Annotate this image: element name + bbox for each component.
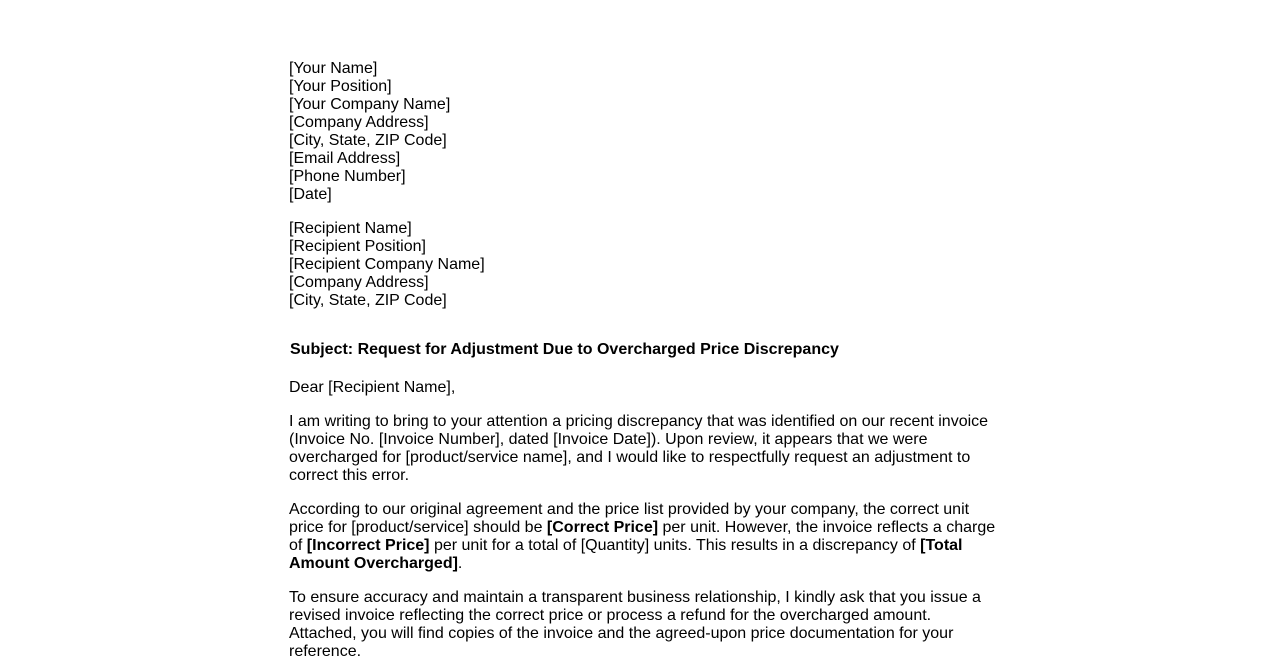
letter bbox=[289, 60, 999, 661]
paragraph-1: I am writing to bring to your attention a pricing discrepancy that was identified on our recent invoice (Invoice No. [Invoice Number], dated [Invoice Date]). Upon review, it appears that we were overcharged for [product/service name], and I would like to respectfully request an adjustment to correct this error. bbox=[289, 413, 989, 484]
incorrect-price: [Incorrect Price] bbox=[306, 537, 430, 554]
sender-address: [Company Address] bbox=[289, 114, 429, 131]
recipient-block bbox=[289, 220, 999, 310]
recipient-city: [City, State, ZIP Code] bbox=[289, 292, 447, 309]
recipient-name: [Recipient Name] bbox=[289, 220, 412, 237]
paragraph-2-text-1: According to our original agreement and the price list provided by your company, the correct unit price for [product/service] should be bbox=[289, 501, 970, 536]
total-overcharged: [Total Amount Overcharged] bbox=[289, 537, 963, 572]
sender-email: [Email Address] bbox=[289, 150, 401, 167]
sender-block bbox=[289, 60, 999, 204]
salutation: Dear [Recipient Name], bbox=[289, 379, 456, 396]
sender-name: [Your Name] bbox=[289, 60, 378, 77]
sender-company: [Your Company Name] bbox=[289, 96, 451, 113]
paragraph-3: To ensure accuracy and maintain a transparent business relationship, I kindly ask that you issue a revised invoice reflecting the correct price or process a refund for the overcharged amount. Attached, you will find copies of the invoice and the agreed-upon price documentation for your reference. bbox=[289, 589, 981, 660]
subject-line: Subject: Request for Adjustment Due to Overcharged Price Discrepancy bbox=[290, 341, 839, 358]
paragraph-2-text-4: . bbox=[457, 555, 463, 572]
sender-phone: [Phone Number] bbox=[289, 168, 406, 185]
letter-date: [Date] bbox=[289, 186, 332, 203]
recipient-address: [Company Address] bbox=[289, 274, 429, 291]
paragraph-2-text-3: per unit for a total of [Quantity] units. This results in a discrepancy of bbox=[429, 537, 921, 554]
sender-position: [Your Position] bbox=[289, 78, 392, 95]
paragraph-2-text-2: per unit. However, the invoice reflects a charge of bbox=[289, 519, 996, 554]
recipient-company: [Recipient Company Name] bbox=[289, 256, 485, 273]
correct-price: [Correct Price] bbox=[546, 519, 659, 536]
recipient-position: [Recipient Position] bbox=[289, 238, 426, 255]
paragraph-2 bbox=[289, 501, 999, 573]
sender-city: [City, State, ZIP Code] bbox=[289, 132, 447, 149]
